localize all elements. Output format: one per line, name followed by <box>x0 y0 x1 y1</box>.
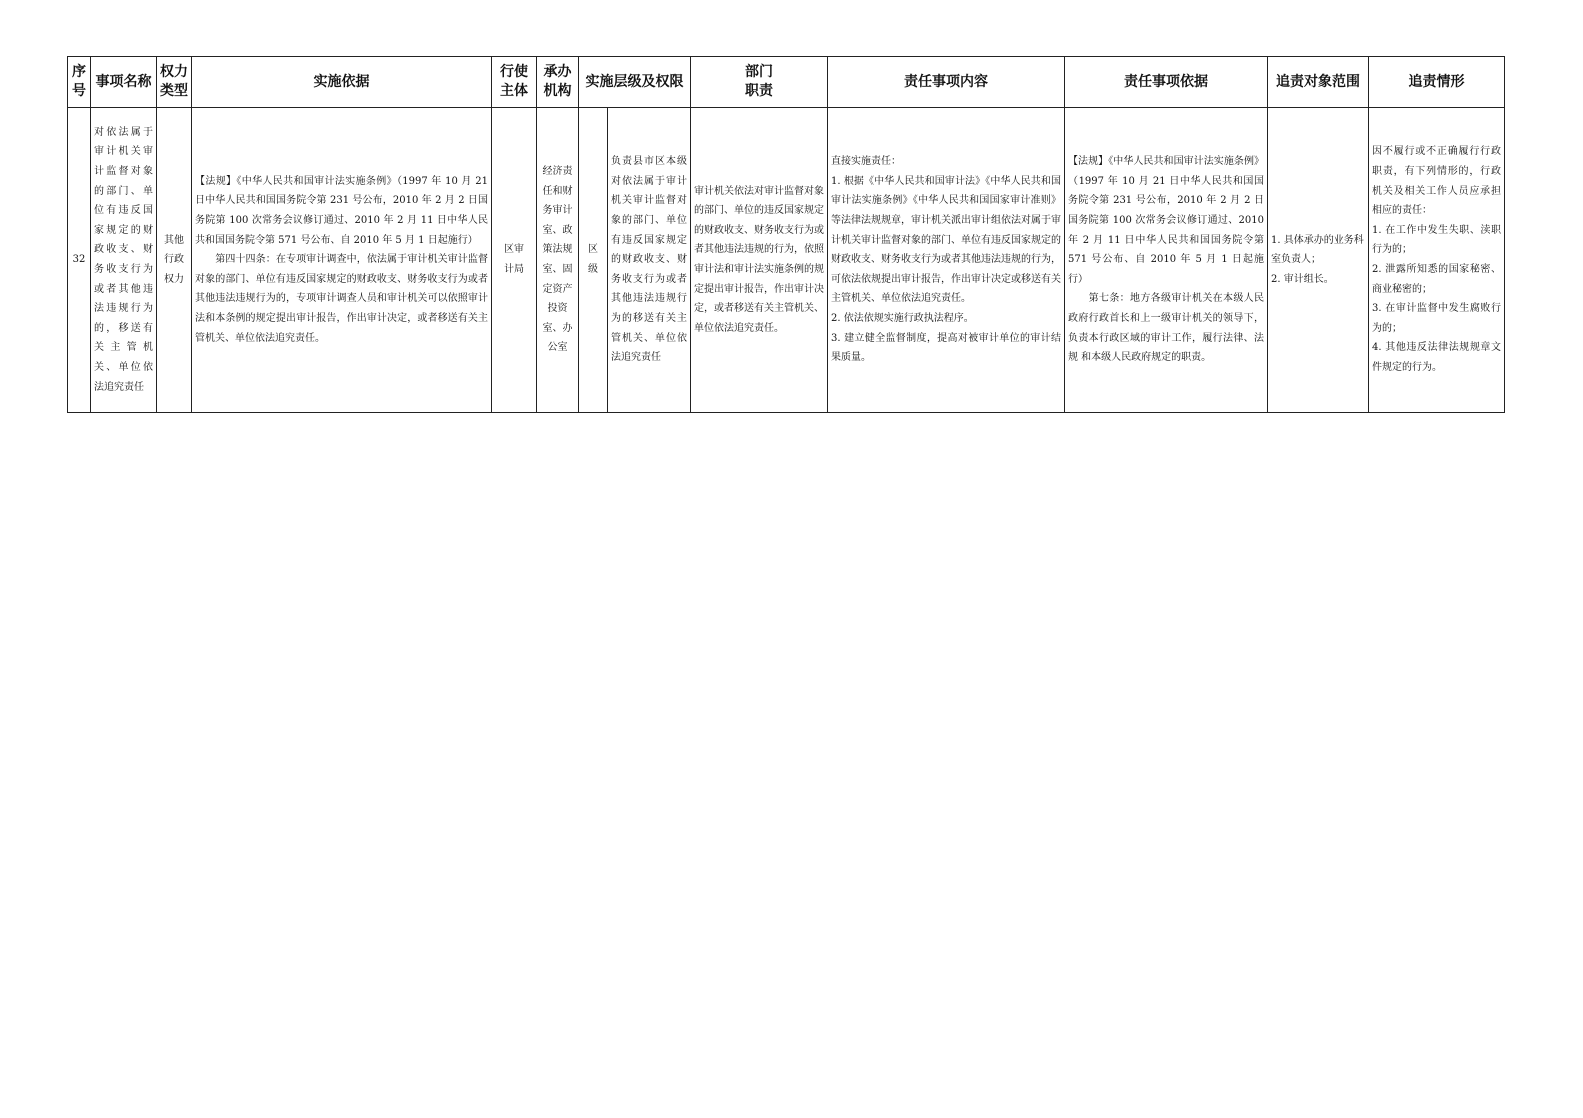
table-row <box>68 108 1505 413</box>
accountability-scope-text: 1. 具体承办的业务科室负责人； 2. 审计组长。 <box>1271 234 1364 285</box>
cell-item-name <box>91 108 157 413</box>
header-accountability-scope: 追责对象范围 <box>1268 57 1369 108</box>
cell-power-type: 其他 行政 权力 <box>157 108 192 413</box>
header-level-authority: 实施层级及权限 <box>579 57 691 108</box>
responsibility-list-page <box>67 56 1504 413</box>
header-duty: 部门 职责 <box>691 57 828 108</box>
cell-subject: 区审 计局 <box>492 108 537 413</box>
header-responsibility: 责任事项内容 <box>828 57 1065 108</box>
cell-responsibility-basis <box>1065 108 1268 413</box>
cell-agency: 经济责 任和财 务审计 室、政 策法规 室、固 定资产 投资 室、办 公室 <box>537 108 579 413</box>
header-responsibility-basis: 责任事项依据 <box>1065 57 1268 108</box>
cell-accountability-scope <box>1268 108 1369 413</box>
cell-duty <box>691 108 828 413</box>
header-item-name: 事项名称 <box>91 57 157 108</box>
cell-seq: 32 <box>68 108 91 413</box>
cell-authority <box>608 108 691 413</box>
basis-text: 【法规】《中华人民共和国审计法实施条例》（1997 年 10 月 21 日中华人民共和国国务院令第 231 号公布，2010 年 2 月 2 日国务院第 100 次常务会议修订通过、2010 年 2 月 11 日中华人民共和国国务院令第 571 号公布、自 2010 年 5 月 1 日起施行） 第四十四条：在专项审计调查中，依法属于审计机关审计监督对象的部门、单位有违反国家规定的财政收支、财务收支行为或者其他违法违规行为的，专项审计调查人员和审计机关可以依照审计法和本条例的规定提出审计报告，作出审计决定，或者移送有关主管机关、单位依法追究责任。 <box>195 175 488 344</box>
cell-accountability-cases <box>1369 108 1505 413</box>
power-responsibility-table <box>67 56 1505 413</box>
duty-text: 审计机关依法对审计监督对象的部门、单位的违反国家规定的财政收支、财务收支行为或者其他违法违规的行为，依照审计法和审计法实施条例的规定提出审计报告，作出审计决定，或者移送有关主管机关、单位依法追究责任。 <box>694 185 824 334</box>
header-accountability-cases: 追责情形 <box>1369 57 1505 108</box>
table-header-row <box>68 57 1505 108</box>
authority-text: 负责县市区本级对依法属于审计机关审计监督对象的部门、单位有违反国家规定的财政收支、财务收支行为或者其他违法违规行为的移送有关主管机关、单位依法追究责任 <box>611 156 687 364</box>
responsibility-basis-text: 【法规】《中华人民共和国审计法实施条例》（1997 年 10 月 21 日中华人民共和国国务院令第 231 号公布，2010 年 2 月 2 日国务院第 100 次常务会议修订通过、2010 年 2 月 11 日中华人民共和国国务院令第 571 号公布、自 2010 年 5 月 1 日起施行） 第七条：地方各级审计机关在本级人民政府行政首长和上一级审计机关的领导下，负责本行政区域的审计工作，履行法律、法规 和本级人民政府规定的职责。 <box>1068 156 1264 364</box>
cell-basis <box>192 108 492 413</box>
responsibility-text: 直接实施责任： 1. 根据《中华人民共和国审计法》《中华人民共和国审计法实施条例》《中华人民共和国国家审计准则》等法律法规规章，审计机关派出审计组依法对属于审计机关审计监督对象的部门、单位有违反国家规定的财政收支、财务收支行为或者其他违法违规的行为，可依法依规提出审计报告，作出审计决定或移送有关主管机关、单位依法追究责任。 2. 依法依规实施行政执法程序。 3. 建立健全监督制度，提高对被审计单位的审计结果质量。 <box>831 156 1061 364</box>
item-name-text: 对依法属于审计机关审计监督对象的部门、单位有违反国家规定的财政收支、财务收支行为或者其他违法违规行为的，移送有关主管机关、单位依法追究责任 <box>94 126 153 393</box>
accountability-cases-text: 因不履行或不正确履行行政职责，有下列情形的，行政机关及相关工作人员应承担相应的责任： 1. 在工作中发生失职、渎职行为的； 2. 泄露所知悉的国家秘密、商业秘密的； 3. 在审计监督中发生腐败行为的； 4. 其他违反法律法规规章文件规定的行为。 <box>1372 146 1501 373</box>
cell-level: 区 级 <box>579 108 608 413</box>
header-seq: 序 号 <box>68 57 91 108</box>
header-subject: 行使 主体 <box>492 57 537 108</box>
cell-responsibility <box>828 108 1065 413</box>
header-basis: 实施依据 <box>192 57 492 108</box>
header-agency: 承办 机构 <box>537 57 579 108</box>
header-power-type: 权力 类型 <box>157 57 192 108</box>
